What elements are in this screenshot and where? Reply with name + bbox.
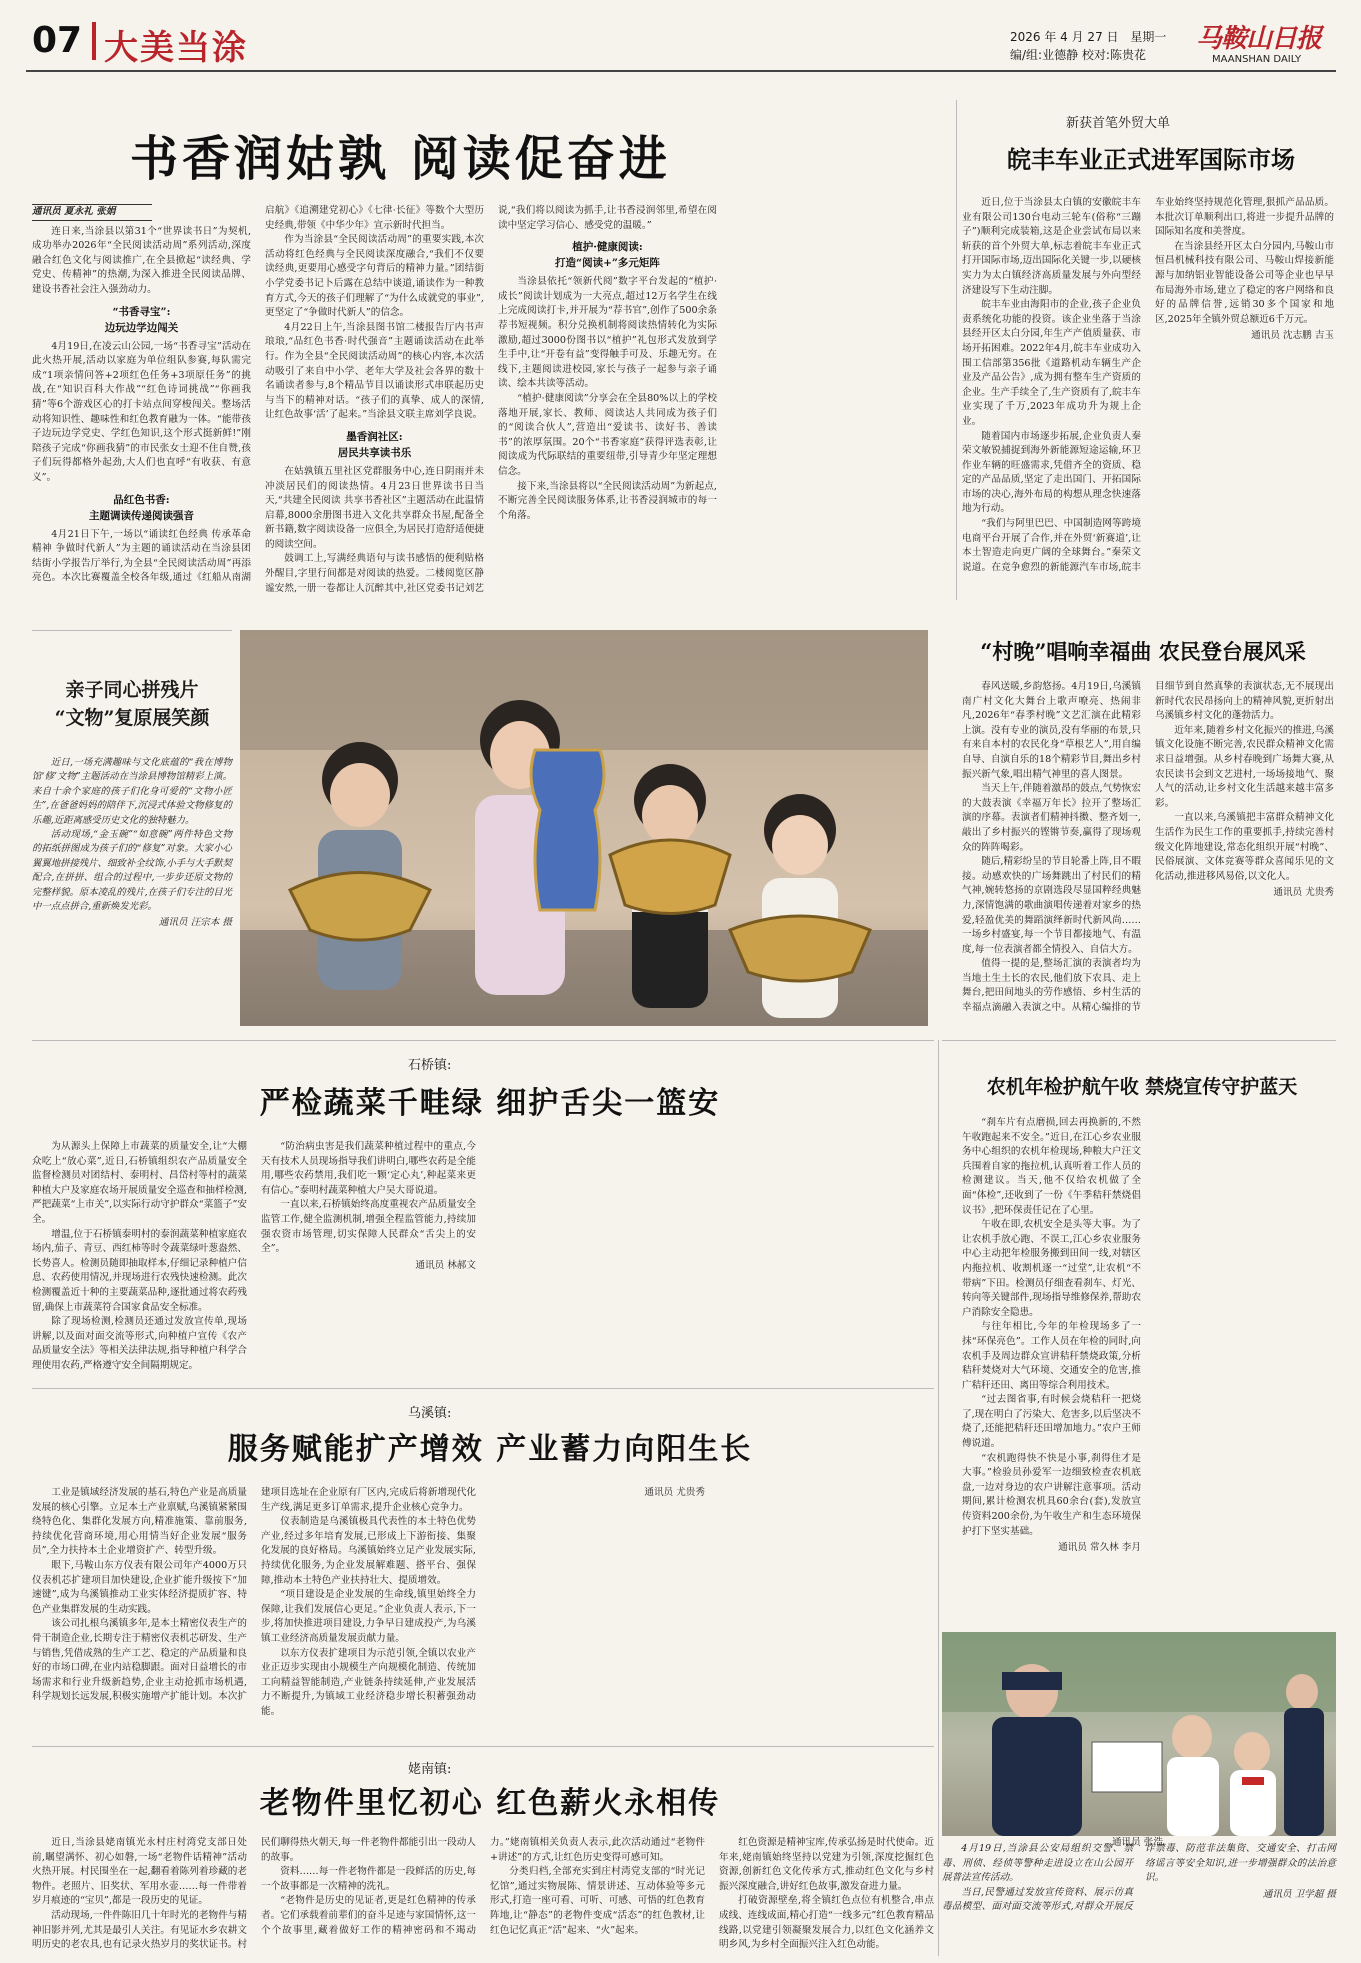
wuxi-para-6: 以东方仪表扩建项目为示范引领,全镇以农业产业正迈步实现由小规模生产向规模化制造、传统加工向精益智能制造,产业链条持续延伸,产业发展活力不断提升,为镇域工业经济稳步增长积蓄强劲动能。 xyxy=(261,1647,476,1717)
red-para-4: “老物件是历史的见证者,更是红色精神的传承者。它们承载着前辈们的奋斗足迹与家国情怀,这一个个故事里,藏着做好工作的精神密码和不竭动力。”姥南镇相关负责人表示,此次活动通过“老物件+讲述”的方式,让红色历史变得可感可知。 xyxy=(261,1837,705,1936)
kids-headline-line-2: “文物”复原展笑颜 xyxy=(54,707,210,729)
police-caption xyxy=(942,1842,1336,1952)
farm-para-2: 午收在即,农机安全是头等大事。为了让农机手放心跑、不误工,江心乡农业服务中心主动把年检服务搬到田间一线,对辖区内拖拉机、收割机逐一“过堂”,让农机“不带病”下田。检测员仔细查看刹车、灯光、转向等关键部件,现场指导维修保养,帮助农户消除安全隐患。 xyxy=(962,1219,1141,1318)
red-para-1: 近日,当涂县姥南镇光永村庄村湾党支部日处前,瞩望满怀、初心如磐,一场“老物件话精神”活动火热开展。村民围坐在一起,翻看着陈列着珍藏的老物件。老照片、旧奖状、军用水壶……每一件带着岁月痕迹的“宝贝”,都是一段历史的见证。 xyxy=(32,1837,247,1907)
section-rule xyxy=(32,630,232,631)
veg-para-1: 为从源头上保障上市蔬菜的质量安全,让“大棚众吃上“放心菜”,近日,石桥镇组织农产品质量安全监督检测员对团结村、泰明村、昌岱村等村的蔬菜种植大户及家庭农场开展质量安全巡查和抽样检测,严把蔬菜“上市关”,以实际行动守护群众“菜篮子”安全。 xyxy=(32,1141,247,1225)
lead-article xyxy=(32,204,950,600)
lead-para-9: 接下来,当涂县将以“全民阅读活动周”为新起点,不断完善全民阅读服务体系,让书香浸润城市的每一个角落。 xyxy=(498,480,717,521)
red-para-6: 红色资源是精神宝库,传承弘扬是时代使命。近年来,姥南镇始终坚持以党建为引领,深度挖掘红色资源,创新红色文化传承方式,推动红色文化与乡村振兴深度融合,讲好红色故事,激发奋进力量。 xyxy=(719,1837,934,1892)
veg-kicker: 石桥镇: xyxy=(408,1058,452,1073)
export-para-2: 皖丰车业由海阳市的企业,孩子企业负责系统化功能的投资。该企业坐落于当涂县经开区太白分园,年生产产值质量获、市场开拓困难。2022年4月,皖丰车业成功入围工信部第356批《道路机动车辆生产企业及产品公告》,成为拥有整车生产资质的企业。生产手续全了,生产资质有了,皖丰车业实现了千万,2023年成功升为规上企业。 xyxy=(962,299,1141,427)
lead-subhead-2: 品红色书香: 主题调读传递阅读强音 xyxy=(89,493,194,522)
lead-subhead-1: “书香寻宝”: 边玩边学边闯关 xyxy=(104,305,179,334)
farm-para-3: 与往年相比,今年的年检现场多了一抹“环保亮色”。工作人员在年检的同时,向农机手及周边群众宣讲秸秆禁烧政策,分析秸秆焚烧对大气环境、交通安全的危害,推广秸秆还田、离田等综合利用技术。 xyxy=(962,1321,1141,1391)
lead-subhead-3: 墨香润社区: 居民共享读书乐 xyxy=(337,430,412,459)
veg-article xyxy=(32,1140,934,1378)
section-rule xyxy=(32,1746,934,1747)
police-photo xyxy=(942,1632,1336,1836)
police-caption-text-1: 4月19日,当涂县公安局组织交警、禁毒、刑侦、经侦等警种走进设立在山公园开展普法宣传活动。 xyxy=(942,1843,1133,1883)
police-caption-text-2: 当日,民警通过发放宣传资料、展示仿真毒品模型、面对面交流等形式,对群众开展反诈禁毒、防范非法集资、交通安全、打击网络谣言等安全知识,进一步增强群众的法治意识。 xyxy=(942,1843,1336,1912)
wuxi-para-4: 仪表制造是乌溪镇极具代表性的本土特色优势产业,经过多年培育发展,已形成上下游衔接、集聚化发展的良好格局。乌溪镇始终立足产业发展实际,持续优化服务,为企业发展解难题、搭平台、强保障,推动本土特色产业扶持壮大、提质增效。 xyxy=(261,1516,476,1586)
farm-byline: 通讯员 常久林 李月 xyxy=(1058,1542,1141,1554)
lead-headline: 书香润姑孰 阅读促奋进 xyxy=(130,131,671,187)
column-divider xyxy=(956,100,957,600)
lead-intro: 连日来,当涂县以第31个“世界读书日”为契机,成功举办2026年“全民阅读活动周”系列活动,深度融合红色文化与阅读推广,在全县掀起“读经典、学党史、传精神”的热潮,为深入推进全民阅读品牌、建设书香社会注入强劲动力。 xyxy=(32,225,251,295)
wuxi-article xyxy=(32,1486,934,1736)
page-number-divider xyxy=(92,22,96,60)
lead-para-5: 在姑孰镇五里社区党群服务中心,连日阴雨并未冲淡居民们的阅读热情。4月23日世界读书日当天,“共建全民阅读 共享书香社区”主题活动在此温情启幕,8000余册图书进入文化共享群众书屋,配备全新书籍,数字阅读设备一应俱全,为居民打造舒适便捷的阅读空间。 xyxy=(265,465,484,550)
issue-date xyxy=(1010,28,1166,45)
export-article xyxy=(962,196,1334,600)
village-article xyxy=(962,680,1334,1022)
masthead xyxy=(0,0,1361,78)
veg-headline: 严检蔬菜千畦绿 细护舌尖一篮安 xyxy=(259,1086,721,1121)
lead-para-8: “植护·健康阅读”分享会在全县80%以上的学校落地开展,家长、教师、阅读达人共同成为孩子们的“阅读合伙人”,营造出“爱读书、读好书、善读书”的浓厚氛围。20个“书香家庭”获得评选表彰,让阅读成为代际联结的重要纽带,引导青少年坚定理想信念。 xyxy=(498,392,717,477)
police-photo-illustration xyxy=(942,1632,1336,1836)
red-para-3: 资料……每一件老物件都是一段鲜活的历史,每一个故事都是一次精神的洗礼。 xyxy=(261,1866,476,1892)
red-headline: 老物件里忆初心 红色薪火永相传 xyxy=(259,1786,721,1821)
red-byline: 通讯员 张浩 xyxy=(1111,1837,1163,1848)
column-divider xyxy=(938,1040,939,1956)
editors-credit: 编/组:业德静 校对:陈贵花 xyxy=(1010,48,1146,62)
page-number: 07 xyxy=(32,20,83,61)
export-para-1: 近日,位于当涂县太白镇的安徽皖丰车业有限公司130台电动三轮车(俗称“三蹦子”)顺利完成装箱,这是企业尝试布局以来斩获的首个外贸大单,标志着皖丰车业正式打开国际市场,迈出国际化关键一步,以硬核实力为太白镇经济高质量发展与外向型经济建设写下生动注脚。 xyxy=(962,197,1141,296)
paper-logo: 马鞍山日报 xyxy=(1196,24,1322,54)
village-para-4: 值得一提的是,整场汇演的表演者均为当地土生土长的农民,他们放下农具、走上舞台,把田间地头的劳作感悟、乡村生活的幸福点滴融入表演之中。从精心编排的节目细节到自然真挚的表演状态,无不展现出新时代农民昂扬向上的精神风貌,更折射出乌溪镇乡村文化的蓬勃活力。 xyxy=(962,681,1334,1014)
red-para-7: 打破资源壁垒,将全镇红色点位有机整合,串点成线、连线成面,精心打造“一线多元”红色教育精品线路,以党建引领凝聚发展合力,以红色文化涵养文明乡风,为乡村全面振兴注入红色动能。 xyxy=(719,1895,934,1951)
lead-para-7: 当涂县依托“领新代阅”数字平台发起的“植护·成长”阅读计划成为一大亮点,超过12万名学生在线上完成阅读打卡,并开展为“荐书官”,创作了500余条荐书短视频。积分兑换机制将阅读热情转化为实际激励,超过3000份图书以“植护”礼包形式发放到学生手中,让“开卷有益”变得触手可及、乐趣无穷。在线下,主题阅读进校园,家长与孩子一起参与亲子诵读、绘本共读等活动。 xyxy=(498,276,717,390)
farm-para-5: “农机跑得快不快是小事,刹得住才是大事。”检验员孙爱军一边细致检查农机底盘,一边对身边的农户讲解注意事项。活动期间,累计检测农机具60余台(套),发放宣传资料200余份,为午收生产和生态环境保护打下坚实基础。 xyxy=(962,1452,1141,1537)
veg-para-5: 一直以来,石桥镇始终高度重视农产品质量安全监管工作,健全监测机制,增强全程监管能力,持续加强农资市场管理,切实保障人民群众“舌尖上的安全”。 xyxy=(261,1199,476,1255)
kids-headline xyxy=(32,676,232,732)
farm-article xyxy=(962,1116,1334,1626)
date-text: 2026 年 4 月 27 日 xyxy=(1010,30,1119,44)
export-byline: 通讯员 沈志鹏 吉玉 xyxy=(1251,330,1334,342)
wuxi-para-1: 工业是镇域经济发展的基石,特色产业是高质量发展的核心引擎。立足本土产业禀赋,乌溪镇紧紧围绕特色化、集群化发展方向,精准施策、靠前服务,持续优化营商环境,用心用情当好企业发展“服务员”,全力扶持本土企业增资扩产、转型升级。 xyxy=(32,1487,247,1557)
village-headline: “村晚”唱响幸福曲 农民登台展风采 xyxy=(980,639,1306,664)
farm-para-1: “刹车片有点磨损,回去再换新的,不然午收跑起来不安全。”近日,在江心乡农业服务中心组织的农机年检现场,种粮大户汪文兵围着自家的拖拉机,认真听着工作人员的检测建议。当天,他不仅给农机做了全面“体检”,还收到了一份《午季秸秆禁烧倡议书》,把环保责任记在了心里。 xyxy=(962,1117,1141,1216)
veg-para-2: 增温,位于石桥镇泰明村的泰润蔬菜种植家庭农场内,茄子、青豆、西红柿等时令蔬菜绿叶葱盎然、长势喜人。检测员随即抽取样本,仔细记录种植户信息、农药使用情况,并现场进行农残快速检测。此次检测覆盖近十种的主要蔬菜品种,逐批通过将农药残留,确保上市蔬菜符合国家食品安全标准。 xyxy=(32,1228,247,1313)
lead-para-1: 4月19日,在凌云山公园,一场“书香寻宝”活动在此火热开展,活动以家庭为单位组队参赛,每队需完成“1项亲情问答+2项红色任务+3项原任务”的挑战,在“知识百科大作战”“红色诗词挑战”“你画我猜”等6个游戏区心的打卡站点间穿梭闯关。整场活动将知识性、趣味性和红色教育融为一体。“能带孩子边玩边学党史、学红色知识,这个形式挺新鲜!”刚陪孩子完成“你画我猜”的市民张女士迎不住自赞,孩子们玩得都格外起劲,大人们也直呼“有收获、有意义”。 xyxy=(32,340,251,483)
village-para-3: 随后,精彩纷呈的节目轮番上阵,目不暇接。动感欢快的广场舞跳出了村民们的精气神,婉转悠扬的京剧选段尽显国粹经典魅力,深情饱满的歌曲演唱传递着对家乡的热爱,轻盈优美的舞蹈演绎新时代新风尚……一场乡村盛宴,每一个节目都接地气、有温度,每一位表演者都全情投入、自信大方。 xyxy=(962,856,1141,955)
weekday-text: 星期一 xyxy=(1130,30,1167,44)
export-headline: 皖丰车业正式进军国际市场 xyxy=(1007,145,1295,174)
kids-headline-line-1: 亲子同心拼残片 xyxy=(65,679,199,701)
wuxi-para-2: 眼下,马鞍山东方仪表有限公司年产4000万只仪表机芯扩建项目加快建设,企业扩能升级按下“加速键”,成为乌溪镇推动工业实体经济提质扩容、特色产业集群发展的生动实践。 xyxy=(32,1559,247,1615)
red-para-5: 分类归档,全部充实到庄村湾党支部的“时光记忆馆”,通过实物展陈、情景讲述、互动体验等多元形式,打造一座可看、可听、可感、可悟的红色教育阵地,让“静态”的老物件变成“活态”的红色教材,让红色记忆真正“活”起来、“火”起来。 xyxy=(490,1866,705,1936)
kids-photo xyxy=(240,630,928,1026)
paper-logo-en: MAANSHAN DAILY xyxy=(1212,54,1302,65)
farm-para-4: “过去图省事,有时候会烧秸秆一把烧了,现在明白了污染大、危害多,以后坚决不烧了,还能把秸秆还田增加地力。”农户王师傅说道。 xyxy=(962,1394,1141,1450)
export-para-4: “我们与阿里巴巴、中国制造网等跨境电商平台开展了合作,并在外贸‘新赛道’,让本土智造走向更广阔的全球舞台。”秦荣文说道。在竞争愈烈的新能源汽车市场,皖丰车业始终坚持规范化管理,狠抓产品品质。本批次订单顺利出口,将进一步提升品牌的国际知名度和美誉度。 xyxy=(962,197,1334,573)
wuxi-para-5: “项目建设是企业发展的生命线,镇里始终全力保障,让我们发展信心更足。”企业负责人表示,下一步,将加快推进项目建设,力争早日建成投产,为乌溪镇工业经济高质量发展贡献力量。 xyxy=(261,1589,476,1644)
farm-headline: 农机年检护航午收 禁烧宣传守护蓝天 xyxy=(986,1076,1298,1098)
export-kicker: 新获首笔外贸大单 xyxy=(1066,116,1171,131)
village-para-2: 当天上午,伴随着激昂的鼓点,气势恢宏的大鼓表演《幸福万年长》拉开了整场汇演的序幕。表演者们精神抖擞、整齐划一,敲出了乡村振兴的铿锵节奏,赢得了现场观众的阵阵喝彩。 xyxy=(962,783,1141,853)
lead-para-6: 鼓调工上,写满经典语句与读书感悟的便利贴格外醒目,字里行间都是对阅读的热爱。二楼阅览区静谧安然,一册一卷都让人沉醉其中,社区党委书记刘艺说,“我们将以阅读为抓手,让书香浸润邻里,希望在阅读中坚定学习信心、感受党的温暖。” xyxy=(265,205,717,594)
village-para-5: 近年来,随着乡村文化振兴的推进,乌溪镇文化设施不断完善,农民群众精神文化需求日益增强。从乡村春晚到广场舞大赛,从农民读书会到文艺进村,一场场接地气、聚人气的活动,让乡村文化生活越来越丰富多彩。 xyxy=(1155,724,1334,809)
red-para-2: 活动现场,一件件陈旧几十年时光的老物件与精神旧影并列,尤其是最引人关注。有见证水乡农耕文明历史的老农具,也有记录火热岁月的奖状证书。村民们聊得热火朝天,每一件老物件都能引出一段动人的故事。 xyxy=(32,1837,476,1951)
kids-article xyxy=(32,756,232,1028)
lead-subhead-4: 植护·健康阅读: 打造“阅读+”多元矩阵 xyxy=(555,241,660,270)
lead-byline: 通讯员 夏永礼 张娟 xyxy=(32,204,152,221)
lead-para-2: 4月21日下午,一场以“诵读红色经典 传承革命精神 争做时代新人”为主题的诵读活动在当涂县团结街小学报告厅举行,为全县“全民阅读活动周”再添亮色。本次比赛覆盖全校各年级,通过《红船从南湖启航》《追溯建党初心》《七律·长征》等数个大型历史经典,带领《中华少年》宣示新时代担当。 xyxy=(32,205,484,584)
police-byline: 通讯员 卫学超 摄 xyxy=(1262,1888,1336,1900)
section-title: 大美当涂 xyxy=(104,28,248,68)
kids-para-2: 活动现场,“金玉碗”“如意碗”两件特色文物的拓纸拼图成为孩子们的“修复”对象。大家小心翼翼地拼接残片、细致补全纹饰,小手与大手默契配合,在拼拼、组合的过程中,一步步还原文物的完整样貌。原本凌乱的残片,在孩子们专注的目光中一点点拼合,重新焕发光彩。 xyxy=(32,829,232,913)
section-rule xyxy=(32,1040,934,1041)
lead-para-4: 4月22日上午,当涂县图书馆二楼报告厅内书声琅琅,“品红色书香·时代强音”主题诵读活动在此举行。作为全县“全民阅读活动周”的核心内容,本次活动吸引了来自中小学、老年大学及社会各界的数十名诵读者参与,8个精品节目以诵读形式串联起历史与当下的精神对话。“孩子们的真挚、成人的深情,让红色故事‘活’了起来。”当涂县文联主席刘学良说。 xyxy=(265,321,484,421)
section-rule xyxy=(32,1388,934,1389)
village-byline: 通讯员 尤贵秀 xyxy=(1273,887,1334,899)
lead-para-3: 作为当涂县“全民阅读活动周”的重要实践,本次活动将红色经典与全民阅读深度融合,“我们不仅要读经典,更要用心感受字句背后的精神力量。”团结街小学党委书记卜后露在总结中谈道,诵读作为一种教育方式,今天的孩子们理解了“为什么成就党的事业”,更坚定了“争做时代新人”的信念。 xyxy=(265,234,484,319)
wuxi-para-3: 该公司扎根乌溪镇多年,是本土精密仪表生产的骨干制造企业,长期专注于精密仪表机芯研发、生产与销售,凭借成熟的生产工艺、稳定的产品质量和良好的市场口碑,在业内站稳脚跟。面对日益增长的市场需求和行业升级新趋势,企业主动抢抓市场机遇,科学规划长远发展,积极实施增产扩能计划。本次扩建项目选址在企业原有厂区内,完成后将新增现代化生产线,满足更多订单需求,提升企业核心竞争力。 xyxy=(32,1487,476,1703)
export-para-3: 随着国内市场逐步拓展,企业负责人秦荣文敏锐捕捉到海外新能源短途运输,环卫作业车辆的旺盛需求,凭借齐全的资质、稳定的产品品质,坚定了走出国门、开拓国际市场的决心,海外布局的构想从理念快速落地为行动。 xyxy=(962,430,1141,515)
export-para-5: 在当涂县经开区太白分园内,马鞍山市恒昌机械科技有限公司、马鞍山焊接新能源与加纳铝业智能设备公司等企业也早早布局海外市场,建立了稳定的客户网络和良好的品牌信誉,远销30多个国家和地区,2025年全镇外贸总额近6千万元。 xyxy=(1155,240,1334,325)
wuxi-byline: 通讯员 尤贵秀 xyxy=(644,1487,705,1498)
village-para-1: 春风送暖,乡韵悠扬。4月19日,乌溪镇南广村文化大舞台上歌声嘹亮、热闹非凡,2026年“春季村晚”文艺汇演在此精彩上演。没有专业的演员,没有华丽的布景,只有来自本村的农民化身“草根艺人”,用自编自导、自演自乐的18个精彩节目,舞出乡村振兴新气象,唱出精气神里的喜人图景。 xyxy=(962,681,1141,780)
village-para-6: 一直以来,乌溪镇把丰富群众精神文化生活作为民生工作的重要抓手,持续完善村级文化阵地建设,常态化组织开展“村晚”、民俗展演、文体竞赛等群众喜闻乐见的文化活动,推进移风易俗,以文化人。 xyxy=(1155,812,1334,882)
masthead-rule xyxy=(26,70,1336,72)
wuxi-kicker: 乌溪镇: xyxy=(408,1406,452,1421)
section-rule xyxy=(942,1040,1336,1041)
veg-para-3: 除了现场检测,检测员还通过发放宣传单,现场讲解,以及面对面交流等形式,向种植户宣传《农产品质量安全法》等相关法律法规,指导种植户科学合理使用农药,严格遵守安全间隔期规定。 xyxy=(32,1316,247,1371)
kids-photo-illustration xyxy=(240,630,928,1026)
wuxi-headline: 服务赋能扩产增效 产业蓄力向阳生长 xyxy=(227,1432,753,1467)
veg-byline: 通讯员 林郝文 xyxy=(415,1259,476,1271)
red-kicker: 姥南镇: xyxy=(408,1762,452,1777)
veg-para-4: “防治病虫害是我们蔬菜种植过程中的重点,今天有技术人员现场指导我们讲明白,哪些农药是全能用,哪些农药禁用,我们吃一颗‘定心丸’,种起菜来更有信心。”泰明村蔬菜种植大户吴大哥说道。 xyxy=(261,1141,476,1196)
kids-para-1: 近日,一场充满趣味与文化底蕴的“我在博物馆‘修’文物”主题活动在当涂县博物馆精彩上演。来自十余个家庭的孩子们化身可爱的“文物小匠生”,在爸爸妈妈的陪伴下,沉浸式体验文物修复的乐趣,近距离感受历史文化的独特魅力。 xyxy=(32,757,232,826)
kids-byline: 通讯员 汪宗本 摄 xyxy=(158,917,232,929)
